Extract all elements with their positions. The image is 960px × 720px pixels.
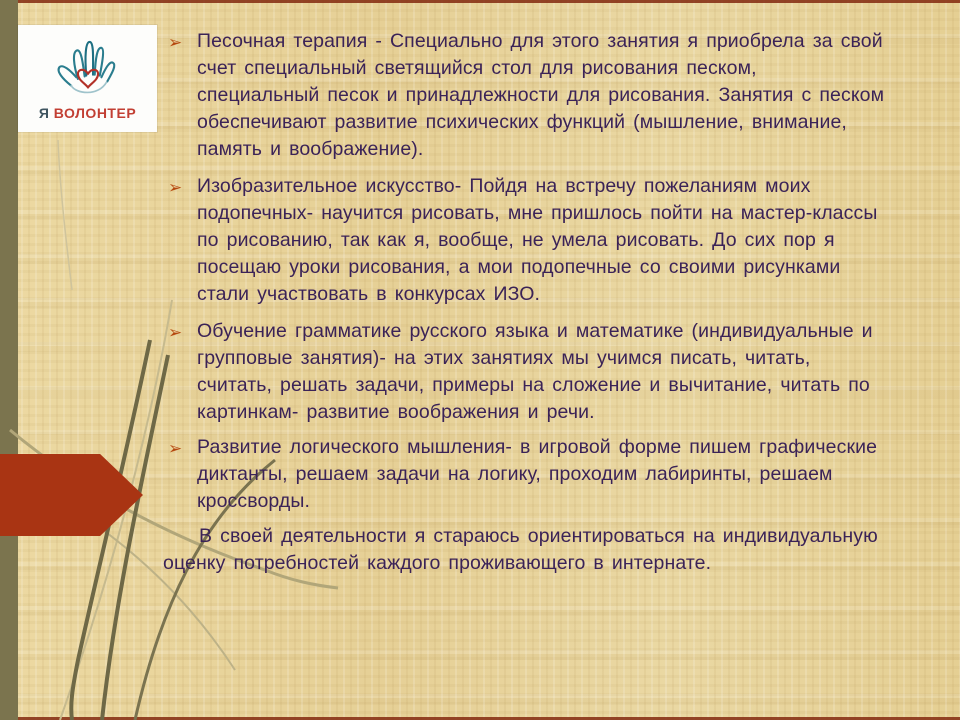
volunteer-logo — [18, 25, 157, 132]
paragraph-lines — [197, 434, 877, 515]
text-line: подопечных- научится рисовать, мне пришлось пойти на мастер-классы — [197, 202, 878, 224]
text-line: специальный песок и принадлежности для рисования. Занятия с песком — [197, 84, 885, 106]
top-accent-line — [18, 0, 960, 3]
text-line: память и воображение). — [197, 138, 424, 160]
bullet-paragraph — [168, 173, 938, 308]
text-line: диктанты, решаем задачи на логику, проходим лабиринты, решаем — [197, 463, 833, 485]
text-line: Развитие логического мышления- в игровой форме пишем графические — [197, 436, 878, 458]
text-line: обеспечивают развитие психических функций (мышление, внимание, — [197, 111, 847, 133]
text-line: Песочная терапия - Специально для этого занятия я приобрела за свой — [197, 30, 883, 52]
text-line: В своей деятельности я стараюсь ориентироваться на индивидуальную — [199, 525, 878, 547]
bullet-arrow-icon: ➢ — [168, 33, 183, 52]
text-line: считать, решать задачи, примеры на сложение и вычитание, читать по — [197, 374, 870, 396]
hand-heart-icon — [46, 29, 130, 107]
slide-body — [163, 28, 938, 577]
bullet-arrow-icon: ➢ — [168, 178, 183, 197]
bullet-arrow-icon: ➢ — [168, 439, 183, 458]
logo-text-rest: ВОЛОНТЕР — [53, 105, 137, 121]
logo-text — [39, 105, 136, 121]
bullet-paragraph — [168, 28, 938, 163]
paragraph-lines — [197, 28, 884, 163]
bullet-paragraph — [168, 318, 938, 426]
red-arrow-shape — [0, 454, 143, 536]
closing-paragraph — [163, 523, 938, 577]
paragraph-lines — [197, 173, 877, 308]
text-line: посещаю уроки рисования, а мои подопечные со своими рисунками — [197, 256, 841, 278]
text-line: групповые занятия)- на этих занятиях мы учимся писать, читать, — [197, 347, 811, 369]
text-line: счет специальный светящийся стол для рисования песком, — [197, 57, 757, 79]
text-line: картинкам- развитие воображения и речи. — [197, 401, 595, 423]
text-line: стали участвовать в конкурсах ИЗО. — [197, 283, 541, 305]
text-line: кроссворды. — [197, 490, 311, 512]
text-line: оценку потребностей каждого проживающего в интернате. — [163, 552, 712, 574]
text-line: Изобразительное искусство- Пойдя на встречу пожеланиям моих — [197, 175, 811, 197]
text-line: Обучение грамматике русского языка и математике (индивидуальные и — [197, 320, 873, 342]
bullet-paragraph — [168, 434, 938, 515]
logo-text-prefix: Я — [38, 105, 50, 121]
bullet-arrow-icon: ➢ — [168, 323, 183, 342]
left-olive-band — [0, 0, 18, 720]
text-line: по рисованию, так как я, вообще, не умела рисовать. До сих пор я — [197, 229, 835, 251]
paragraph-lines — [197, 318, 873, 426]
